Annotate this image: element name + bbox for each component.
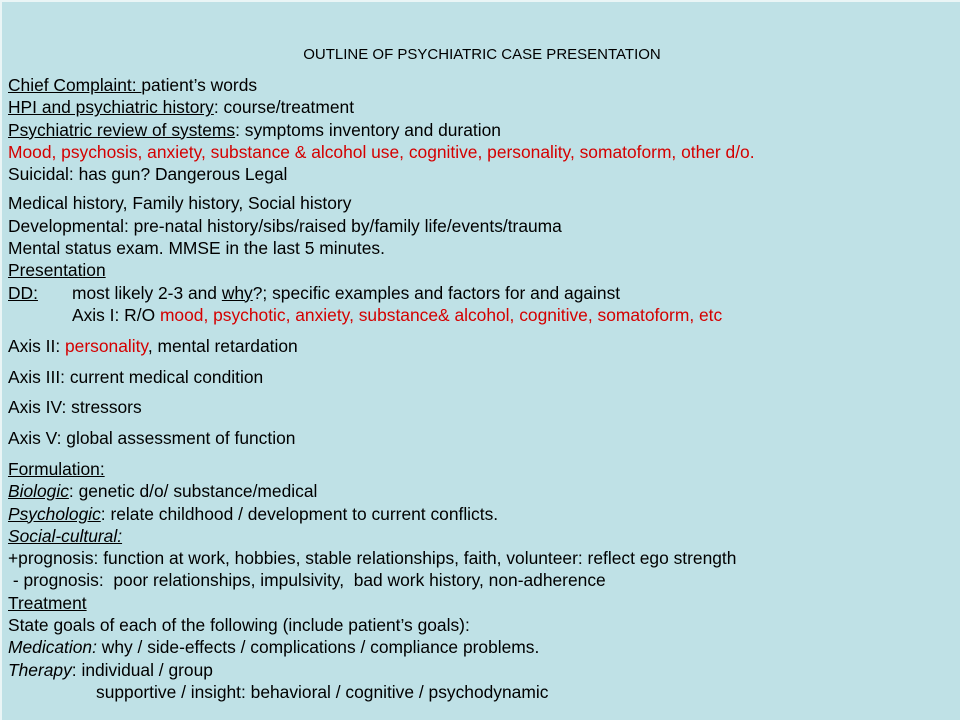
axis5-line: Axis V: global assessment of function xyxy=(8,428,296,449)
hpi-line xyxy=(8,96,953,118)
negative-prognosis-line: - prognosis: poor relationships, impulsivity, bad work history, non-adherence xyxy=(8,570,606,591)
therapy-text: : individual / group xyxy=(71,659,213,680)
formulation-heading: Formulation: xyxy=(8,458,105,479)
axis3-line: Axis III: current medical condition xyxy=(8,366,264,387)
presentation-heading: Presentation xyxy=(8,260,106,281)
ros-line xyxy=(8,119,953,141)
therapy-line xyxy=(8,659,953,681)
developmental-line: Developmental: pre-natal history/sibs/raised by/family life/events/trauma xyxy=(8,215,562,236)
goals-line: State goals of each of the following (include patient’s goals): xyxy=(8,615,470,636)
slide-title: OUTLINE OF PSYCHIATRIC CASE PRESENTATION xyxy=(303,46,661,63)
suicidal-line: Suicidal: has gun? Dangerous Legal xyxy=(8,164,288,185)
social-cultural-heading: Social-cultural: xyxy=(8,525,123,546)
axis2-prefix: Axis II: xyxy=(8,335,66,356)
dd-line xyxy=(8,282,953,304)
axis2-highlight: personality xyxy=(65,335,148,356)
biologic-text: : genetic d/o/ substance/medical xyxy=(68,481,318,502)
ros-label: Psychiatric review of systems xyxy=(8,119,236,140)
axis1-line xyxy=(8,304,953,326)
axis1-list: mood, psychotic, anxiety, substance& alcohol, cognitive, somatoform, etc xyxy=(159,304,723,325)
ros-text: : symptoms inventory and duration xyxy=(235,119,501,140)
supportive-line: supportive / insight: behavioral / cognitive / psychodynamic xyxy=(96,681,549,702)
dd-why: why xyxy=(221,282,253,303)
chief-complaint-line xyxy=(8,74,953,96)
medication-line xyxy=(8,636,953,658)
medication-label: Medication: xyxy=(8,637,97,658)
positive-prognosis-line: +prognosis: function at work, hobbies, stable relationships, faith, volunteer: reflect ego strength xyxy=(8,548,737,569)
hpi-text: : course/treatment xyxy=(213,97,355,118)
axis4-line: Axis IV: stressors xyxy=(8,397,142,418)
axis2-suffix: , mental retardation xyxy=(147,335,298,356)
psychologic-text: : relate childhood / development to current conflicts. xyxy=(100,503,499,524)
ros-list-line: Mood, psychosis, anxiety, substance & alcohol use, cognitive, personality, somatoform, other d/o. xyxy=(8,141,755,162)
treatment-heading: Treatment xyxy=(8,592,87,613)
chief-complaint-label: Chief Complaint: xyxy=(8,75,142,95)
axis1-prefix: Axis I: R/O xyxy=(72,304,160,325)
psychologic-label: Psychologic xyxy=(8,503,101,524)
psychologic-line xyxy=(8,503,953,525)
hpi-label: HPI and psychiatric history xyxy=(8,97,214,118)
dd-label: DD: xyxy=(8,282,38,303)
therapy-label: Therapy xyxy=(8,659,72,680)
dd-text-1: most likely 2-3 and xyxy=(72,282,222,303)
biologic-line xyxy=(8,480,953,502)
medication-text: why / side-effects / complications / compliance problems. xyxy=(96,637,540,658)
mental-status-line: Mental status exam. MMSE in the last 5 minutes. xyxy=(8,238,385,259)
axis2-line xyxy=(8,335,953,357)
medical-history-line: Medical history, Family history, Social history xyxy=(8,193,352,214)
biologic-label: Biologic xyxy=(8,481,69,502)
chief-complaint-text: patient’s words xyxy=(141,75,258,95)
slide-body xyxy=(8,74,953,703)
dd-text-2: ?; specific examples and factors for and against xyxy=(252,282,621,303)
